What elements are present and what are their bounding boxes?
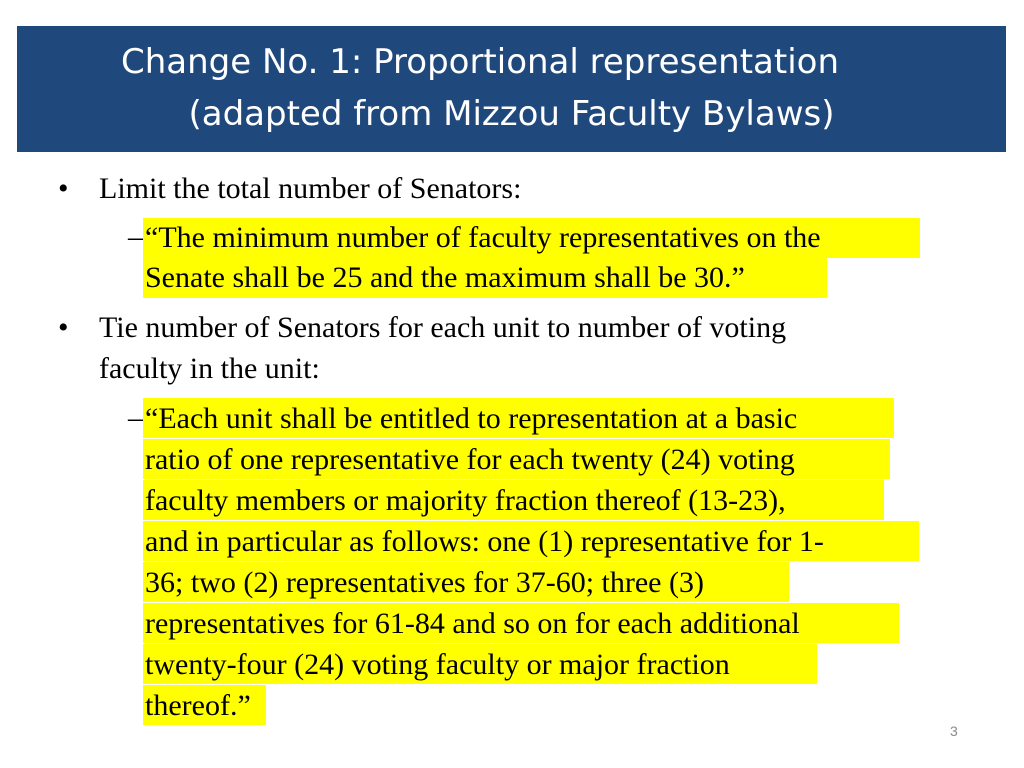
bullet-2-text-line-2: faculty in the unit: <box>99 352 320 385</box>
quote-1-line-2: Senate shall be 25 and the maximum shall be 30.” <box>145 261 745 294</box>
slide-title-bar <box>17 26 1006 152</box>
slide-title-line-2: (adapted from Mizzou Faculty Bylaws) <box>188 94 835 134</box>
bullet-1-text: Limit the total number of Senators: <box>99 172 522 205</box>
bullet-2-text-line-1: Tie number of Senators for each unit to number of voting <box>99 311 787 344</box>
quote-2-line-6: representatives for 61-84 and so on for each additional <box>145 607 800 640</box>
quote-highlight <box>143 521 919 561</box>
quote-highlight <box>143 644 817 684</box>
sub-bullet-marker: – <box>128 220 143 253</box>
quote-highlight <box>143 439 890 479</box>
bullet-marker: • <box>58 311 69 344</box>
quote-2-line-7: twenty-four (24) voting faculty or major fraction <box>145 648 730 681</box>
quote-highlight <box>143 258 827 298</box>
quote-highlight <box>143 398 894 438</box>
sub-bullet-marker: – <box>128 401 143 434</box>
bullet-marker: • <box>58 172 69 205</box>
quote-2-line-5: 36; two (2) representatives for 37-60; three (3) <box>145 566 704 599</box>
quote-highlight <box>143 685 266 725</box>
quote-highlight <box>143 218 920 258</box>
quote-2-line-1: “Each unit shall be entitled to representation at a basic <box>145 402 798 435</box>
slide-title-line-1: Change No. 1: Proportional representation <box>121 42 840 82</box>
quote-1-line-1: “The minimum number of faculty representatives on the <box>145 221 821 254</box>
quote-2-line-2: ratio of one representative for each twenty (24) voting <box>145 443 795 476</box>
quote-highlight <box>143 562 789 602</box>
quote-2-line-8: thereof.” <box>145 689 251 722</box>
quote-highlight <box>143 603 899 643</box>
quote-highlight <box>143 480 884 520</box>
page-number: 3 <box>950 723 958 739</box>
quote-2-line-4: and in particular as follows: one (1) representative for 1- <box>145 525 824 558</box>
quote-2-line-3: faculty members or majority fraction thereof (13-23), <box>145 484 786 517</box>
